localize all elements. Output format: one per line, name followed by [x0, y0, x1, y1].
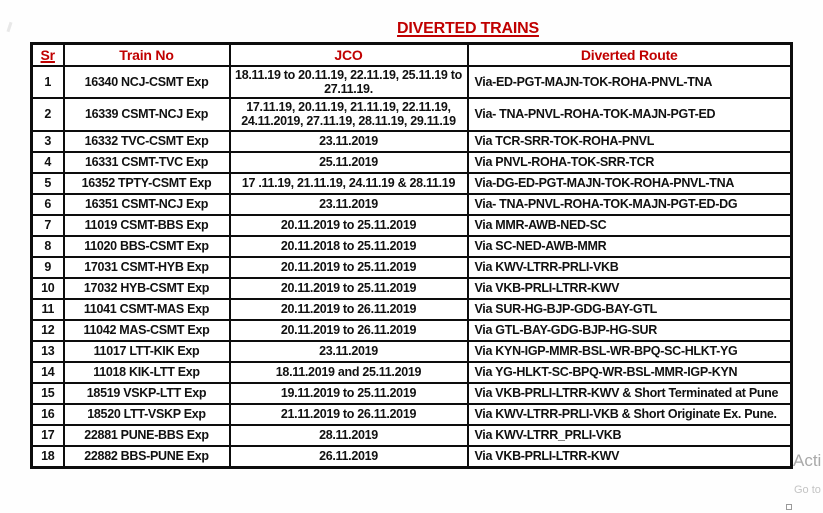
train-no-cell: 16331 CSMT-TVC Exp	[64, 152, 230, 173]
table-row	[32, 236, 792, 257]
train-no-cell: 17031 CSMT-HYB Exp	[64, 257, 230, 278]
header-diverted-route: Diverted Route	[468, 44, 792, 67]
train-no-cell: 11017 LTT-KIK Exp	[64, 341, 230, 362]
table-row	[32, 404, 792, 425]
sr-cell: 2	[32, 98, 64, 130]
sr-cell: 5	[32, 173, 64, 194]
table-row	[32, 425, 792, 446]
table-row	[32, 98, 792, 130]
sr-cell: 7	[32, 215, 64, 236]
jco-cell: 20.11.2019 to 26.11.2019	[230, 320, 468, 341]
route-cell: Via KWV-LTRR_PRLI-VKB	[468, 425, 792, 446]
train-no-cell: 16351 CSMT-NCJ Exp	[64, 194, 230, 215]
table-row	[32, 131, 792, 152]
jco-cell: 21.11.2019 to 26.11.2019	[230, 404, 468, 425]
sr-cell: 10	[32, 278, 64, 299]
sr-cell: 6	[32, 194, 64, 215]
sr-cell: 15	[32, 383, 64, 404]
sr-cell: 9	[32, 257, 64, 278]
table-row	[32, 446, 792, 468]
train-no-cell: 11019 CSMT-BBS Exp	[64, 215, 230, 236]
jco-cell: 17 .11.19, 21.11.19, 24.11.19 & 28.11.19	[230, 173, 468, 194]
table-row	[32, 383, 792, 404]
route-cell: Via- TNA-PNVL-ROHA-TOK-MAJN-PGT-ED	[468, 98, 792, 130]
jco-cell: 28.11.2019	[230, 425, 468, 446]
sr-cell: 16	[32, 404, 64, 425]
route-cell: Via-DG-ED-PGT-MAJN-TOK-ROHA-PNVL-TNA	[468, 173, 792, 194]
table-row	[32, 320, 792, 341]
train-no-cell: 17032 HYB-CSMT Exp	[64, 278, 230, 299]
train-no-cell: 16339 CSMT-NCJ Exp	[64, 98, 230, 130]
jco-cell: 17.11.19, 20.11.19, 21.11.19, 22.11.19, 24.11.2019, 27.11.19, 28.11.19, 29.11.19	[230, 98, 468, 130]
route-cell: Via PNVL-ROHA-TOK-SRR-TCR	[468, 152, 792, 173]
train-no-cell: 11042 MAS-CSMT Exp	[64, 320, 230, 341]
route-cell: Via VKB-PRLI-LTRR-KWV & Short Terminated at Pune	[468, 383, 792, 404]
header-row	[32, 44, 792, 67]
jco-cell: 23.11.2019	[230, 341, 468, 362]
jco-cell: 20.11.2019 to 25.11.2019	[230, 215, 468, 236]
jco-cell: 19.11.2019 to 25.11.2019	[230, 383, 468, 404]
jco-cell: 20.11.2018 to 25.11.2019	[230, 236, 468, 257]
header-train-no: Train No	[64, 44, 230, 67]
route-cell: Via- TNA-PNVL-ROHA-TOK-MAJN-PGT-ED-DG	[468, 194, 792, 215]
route-cell: Via KWV-LTRR-PRLI-VKB	[468, 257, 792, 278]
sr-cell: 12	[32, 320, 64, 341]
jco-cell: 23.11.2019	[230, 131, 468, 152]
table-row	[32, 152, 792, 173]
jco-cell: 20.11.2019 to 25.11.2019	[230, 278, 468, 299]
table-row	[32, 173, 792, 194]
train-no-cell: 11018 KIK-LTT Exp	[64, 362, 230, 383]
train-no-cell: 22882 BBS-PUNE Exp	[64, 446, 230, 468]
jco-cell: 20.11.2019 to 26.11.2019	[230, 299, 468, 320]
sr-cell: 1	[32, 66, 64, 98]
resize-handle[interactable]	[786, 504, 792, 510]
train-no-cell: 18520 LTT-VSKP Exp	[64, 404, 230, 425]
diverted-trains-table	[30, 42, 793, 469]
table-row	[32, 215, 792, 236]
table-row	[32, 257, 792, 278]
table-row	[32, 66, 792, 98]
scan-artifact	[7, 22, 13, 32]
jco-cell: 18.11.2019 and 25.11.2019	[230, 362, 468, 383]
jco-cell: 26.11.2019	[230, 446, 468, 468]
route-cell: Via MMR-AWB-NED-SC	[468, 215, 792, 236]
sr-cell: 8	[32, 236, 64, 257]
sr-cell: 18	[32, 446, 64, 468]
train-no-cell: 11020 BBS-CSMT Exp	[64, 236, 230, 257]
sr-cell: 4	[32, 152, 64, 173]
route-cell: Via YG-HLKT-SC-BPQ-WR-BSL-MMR-IGP-KYN	[468, 362, 792, 383]
route-cell: Via VKB-PRLI-LTRR-KWV	[468, 278, 792, 299]
sr-cell: 11	[32, 299, 64, 320]
jco-cell: 18.11.19 to 20.11.19, 22.11.19, 25.11.19 to 27.11.19.	[230, 66, 468, 98]
route-cell: Via-ED-PGT-MAJN-TOK-ROHA-PNVL-TNA	[468, 66, 792, 98]
train-no-cell: 22881 PUNE-BBS Exp	[64, 425, 230, 446]
route-cell: Via GTL-BAY-GDG-BJP-HG-SUR	[468, 320, 792, 341]
train-no-cell: 16352 TPTY-CSMT Exp	[64, 173, 230, 194]
header-jco: JCO	[230, 44, 468, 67]
route-cell: Via KYN-IGP-MMR-BSL-WR-BPQ-SC-HLKT-YG	[468, 341, 792, 362]
route-cell: Via SC-NED-AWB-MMR	[468, 236, 792, 257]
train-no-cell: 11041 CSMT-MAS Exp	[64, 299, 230, 320]
sr-cell: 13	[32, 341, 64, 362]
sr-cell: 3	[32, 131, 64, 152]
sr-cell: 17	[32, 425, 64, 446]
train-no-cell: 16340 NCJ-CSMT Exp	[64, 66, 230, 98]
jco-cell: 23.11.2019	[230, 194, 468, 215]
train-no-cell: 18519 VSKP-LTT Exp	[64, 383, 230, 404]
route-cell: Via KWV-LTRR-PRLI-VKB & Short Originate Ex. Pune.	[468, 404, 792, 425]
page-title: DIVERTED TRAINS	[397, 20, 539, 37]
route-cell: Via TCR-SRR-TOK-ROHA-PNVL	[468, 131, 792, 152]
route-cell: Via VKB-PRLI-LTRR-KWV	[468, 446, 792, 468]
jco-cell: 20.11.2019 to 25.11.2019	[230, 257, 468, 278]
activate-windows-watermark-subtext: Go to	[794, 484, 821, 496]
table-row	[32, 278, 792, 299]
train-no-cell: 16332 TVC-CSMT Exp	[64, 131, 230, 152]
sr-cell: 14	[32, 362, 64, 383]
route-cell: Via SUR-HG-BJP-GDG-BAY-GTL	[468, 299, 792, 320]
table-row	[32, 299, 792, 320]
header-sr: Sr	[32, 44, 64, 67]
activate-windows-watermark: Acti	[793, 451, 822, 470]
table-row	[32, 341, 792, 362]
jco-cell: 25.11.2019	[230, 152, 468, 173]
table-row	[32, 362, 792, 383]
table-row	[32, 194, 792, 215]
